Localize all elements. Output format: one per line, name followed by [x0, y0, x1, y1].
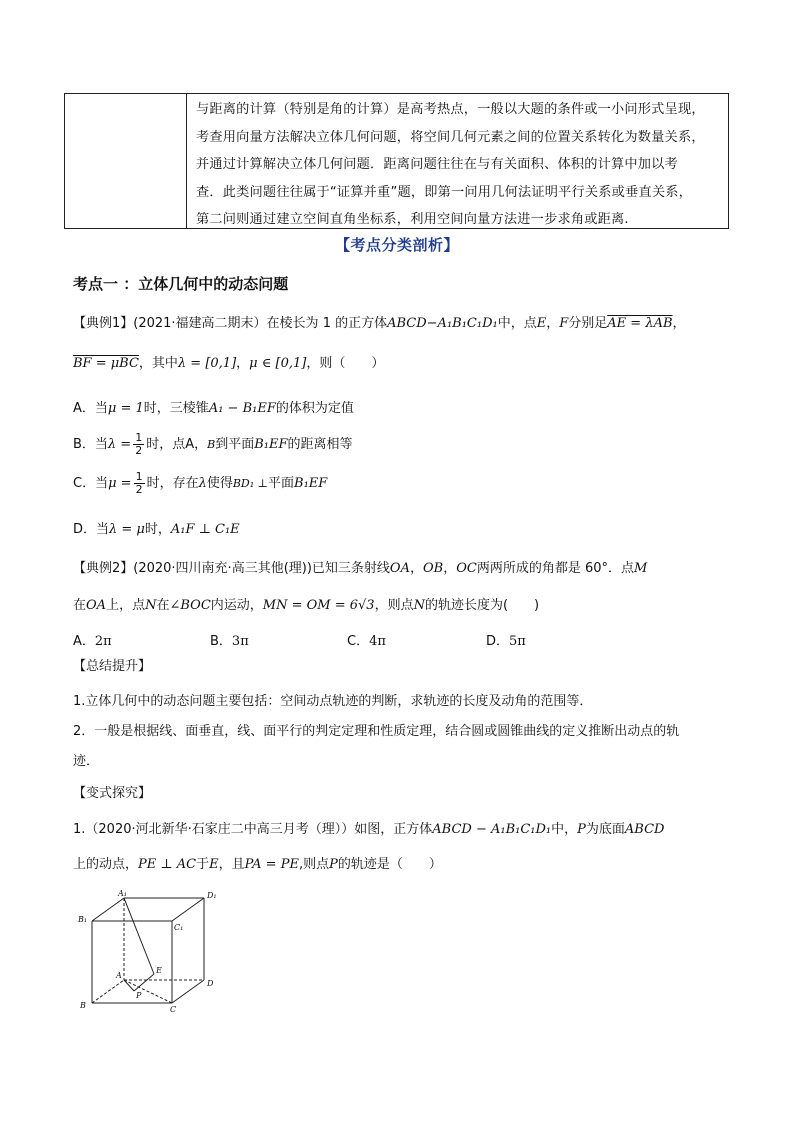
point-label: N — [413, 598, 425, 613]
label-d: D — [207, 979, 214, 988]
text-fragment: 使得 — [206, 476, 233, 491]
intro-line: 考查用向量方法解决立体几何问题，将空间几何元素之间的位置关系转化为数量关系， — [196, 129, 705, 145]
fraction-denominator: 2 — [135, 483, 143, 496]
label-a: A — [116, 971, 122, 980]
math-expression: A₁F ⊥ C₁E — [170, 522, 240, 537]
vector-condition: BF = μBC — [73, 356, 139, 371]
summary-heading: 【总结提升】 — [73, 659, 152, 674]
point-label: E — [536, 316, 547, 331]
variant-stem-line2 — [73, 853, 442, 872]
text-fragment: 上，点 — [106, 598, 146, 613]
segment-p-e — [134, 974, 154, 991]
text-fragment: ， — [672, 316, 686, 331]
diagonal-ac — [124, 980, 172, 1003]
text-fragment: 平面 — [268, 476, 295, 491]
example1-source: 【典例1】(2021·福建高二期末）在棱长为 1 的正方体 — [73, 316, 388, 331]
point-label: P — [577, 822, 586, 837]
label-c1: C₁ — [174, 923, 184, 932]
text-fragment: 的轨迹是（ ） — [337, 857, 442, 872]
edge-c1-d1 — [172, 898, 204, 921]
text-fragment: 内运动， — [210, 598, 263, 613]
cube-diagram — [74, 888, 234, 1018]
label-e: E — [156, 966, 162, 975]
option-c — [73, 471, 327, 496]
text-fragment: 的轨迹长度为( ) — [424, 598, 540, 613]
math-expression: A₁ − B₁EF — [208, 401, 276, 416]
math-expression: λ = μ — [109, 522, 145, 537]
example2-stem-line2 — [73, 594, 539, 613]
cube-name: ABCD − A₁B₁C₁D₁ — [432, 822, 552, 837]
label-b1: B₁ — [78, 915, 88, 924]
math-expression: μ = — [108, 476, 132, 491]
math-expression: λ — [198, 476, 207, 491]
point-label: P — [329, 857, 338, 872]
option-label: A． — [73, 634, 95, 649]
parameter-range: μ ∈ [0,1] — [249, 356, 307, 371]
math-expression: PE ⊥ AC — [138, 857, 197, 872]
text-fragment: 到平面 — [215, 437, 255, 452]
segment-a1-e — [124, 898, 154, 974]
ray-label: OC — [456, 561, 477, 576]
label-b: B — [80, 1001, 86, 1010]
fraction — [133, 432, 144, 457]
text-fragment: ， — [443, 561, 457, 576]
math-expression: PA = PE — [244, 857, 299, 872]
text-fragment: A．当 — [73, 401, 108, 416]
label-d1: D₁ — [207, 891, 217, 900]
text-fragment: B．当 — [73, 437, 108, 452]
point-label: E — [209, 857, 219, 872]
text-fragment: 上的动点， — [73, 857, 139, 872]
example2-source: 【典例2】(2020·四川南充·高三其他(理))已知三条射线 — [73, 561, 390, 576]
point-label: N — [145, 598, 157, 613]
math-expression: ∠BOC — [169, 598, 211, 613]
text-fragment: 为底面 — [585, 822, 625, 837]
option-label: D． — [486, 634, 510, 649]
text-fragment: C．当 — [73, 476, 109, 491]
option-value: 2π — [94, 634, 112, 649]
segment-a-p — [124, 980, 134, 991]
text-fragment: 时， — [144, 522, 171, 537]
text-fragment: 时，三棱锥 — [143, 401, 209, 416]
text-fragment: ，且 — [218, 857, 245, 872]
text-fragment: ，其中 — [138, 356, 178, 371]
fraction-denominator: 2 — [135, 444, 143, 457]
ray-label: OB — [422, 561, 444, 576]
text-fragment: 分别足 — [568, 316, 608, 331]
summary-point-2-line1: 2．一般是根据线、面垂直，线、面平行的判定定理和性质定理，结合圆或圆锥曲线的定义推断出动点的轨 — [73, 724, 680, 739]
text-fragment: ，则点 — [374, 598, 414, 613]
option-d — [73, 518, 240, 537]
option-label: B． — [210, 634, 232, 649]
intro-line: 查．此类问题往往属于“证算并重”题，即第一问用几何法证明平行关系或垂直关系， — [196, 184, 693, 200]
label-a1: A₁ — [118, 889, 127, 898]
label-c: C — [170, 1005, 177, 1014]
text-fragment: 于 — [196, 857, 210, 872]
label-p: P — [136, 991, 142, 1000]
example1-stem-line1 — [73, 312, 686, 331]
cube-figure — [74, 888, 234, 1018]
ray-label: OA — [389, 561, 410, 576]
intro-line: 第二问则通过建立空间直角坐标系，利用空间向量方法进一步求角或距离. — [196, 212, 629, 227]
fraction-numerator: 1 — [135, 470, 143, 483]
option-a — [73, 630, 112, 649]
edge-c-d — [172, 980, 204, 1003]
ray-label: OA — [86, 598, 107, 613]
point-label: B — [207, 438, 216, 451]
variant-source: 1.（2020·河北新华·石家庄二中高三月考（理））如图，正方体 — [73, 822, 433, 837]
intro-table — [64, 93, 729, 229]
math-expression: λ = — [107, 437, 132, 452]
text-fragment: 的体积为定值 — [275, 401, 354, 416]
intro-table-left-cell — [65, 94, 187, 228]
option-label: C． — [347, 634, 370, 649]
text-fragment: 在 — [73, 598, 87, 613]
text-fragment: 中，点 — [497, 316, 537, 331]
text-fragment: ,则点 — [298, 857, 330, 872]
math-expression: BD₁ ⊥ — [232, 477, 268, 490]
text-fragment: 两两所成的角都是 60°．点 — [476, 561, 635, 576]
cube-name: ABCD−A₁B₁C₁D₁ — [387, 316, 498, 331]
math-expression: ABCD — [624, 822, 665, 837]
edge-b1-a1 — [92, 898, 124, 921]
option-value: 4π — [369, 634, 386, 649]
option-b — [210, 630, 249, 649]
section-heading: 【考点分类剖析】 — [334, 236, 459, 254]
point-label: M — [634, 561, 648, 576]
topic-title: 考点一 ：立体几何中的动态问题 — [73, 275, 289, 293]
example1-stem-line2 — [73, 352, 384, 371]
parameter-range: λ = [0,1] — [177, 356, 237, 371]
option-a — [73, 397, 354, 416]
example2-stem-line1 — [73, 557, 647, 576]
summary-point-2-line2: 迹． — [73, 754, 100, 769]
point-label: F — [559, 316, 569, 331]
variant-stem-line1 — [73, 818, 664, 837]
intro-line: 并通过计算解决立体几何问题．距离问题往往在与有关面积、体积的计算中加以考 — [196, 157, 678, 172]
option-b — [73, 432, 353, 457]
fraction-numerator: 1 — [135, 431, 143, 444]
summary-point-1: 1.立体几何中的动态问题主要包括：空间动点轨迹的判断，求轨迹的长度及动角的范围等． — [73, 694, 593, 709]
intro-line: 与距离的计算（特别是角的计算）是高考热点，一般以大题的条件或一小问形式呈现， — [196, 102, 705, 117]
option-d — [486, 630, 526, 649]
variant-heading: 【变式探究】 — [73, 786, 152, 801]
text-fragment: ， — [409, 561, 423, 576]
text-fragment: 的距离相等 — [287, 437, 353, 452]
fraction — [134, 471, 145, 496]
option-value: 3π — [231, 634, 249, 649]
math-expression: B₁EF — [294, 476, 328, 491]
math-expression: MN = OM = 6√3 — [262, 598, 375, 613]
option-c — [347, 630, 386, 649]
vector-condition: AE = λAB — [607, 316, 673, 331]
math-expression: μ = 1 — [107, 401, 144, 416]
edge-b-a-hidden — [92, 980, 124, 1003]
text-fragment: 在 — [156, 598, 170, 613]
text-fragment: 中， — [551, 822, 578, 837]
math-expression: B₁EF — [254, 437, 288, 452]
text-fragment: ， — [546, 316, 560, 331]
text-fragment: D．当 — [73, 522, 110, 537]
text-fragment: 时，存在 — [146, 476, 199, 491]
text-fragment: ， — [236, 356, 250, 371]
option-value: 5π — [509, 634, 526, 649]
intro-table-right-cell — [196, 96, 724, 234]
text-fragment: 时，点A， — [146, 437, 208, 452]
text-fragment: ，则（ ） — [306, 356, 385, 371]
